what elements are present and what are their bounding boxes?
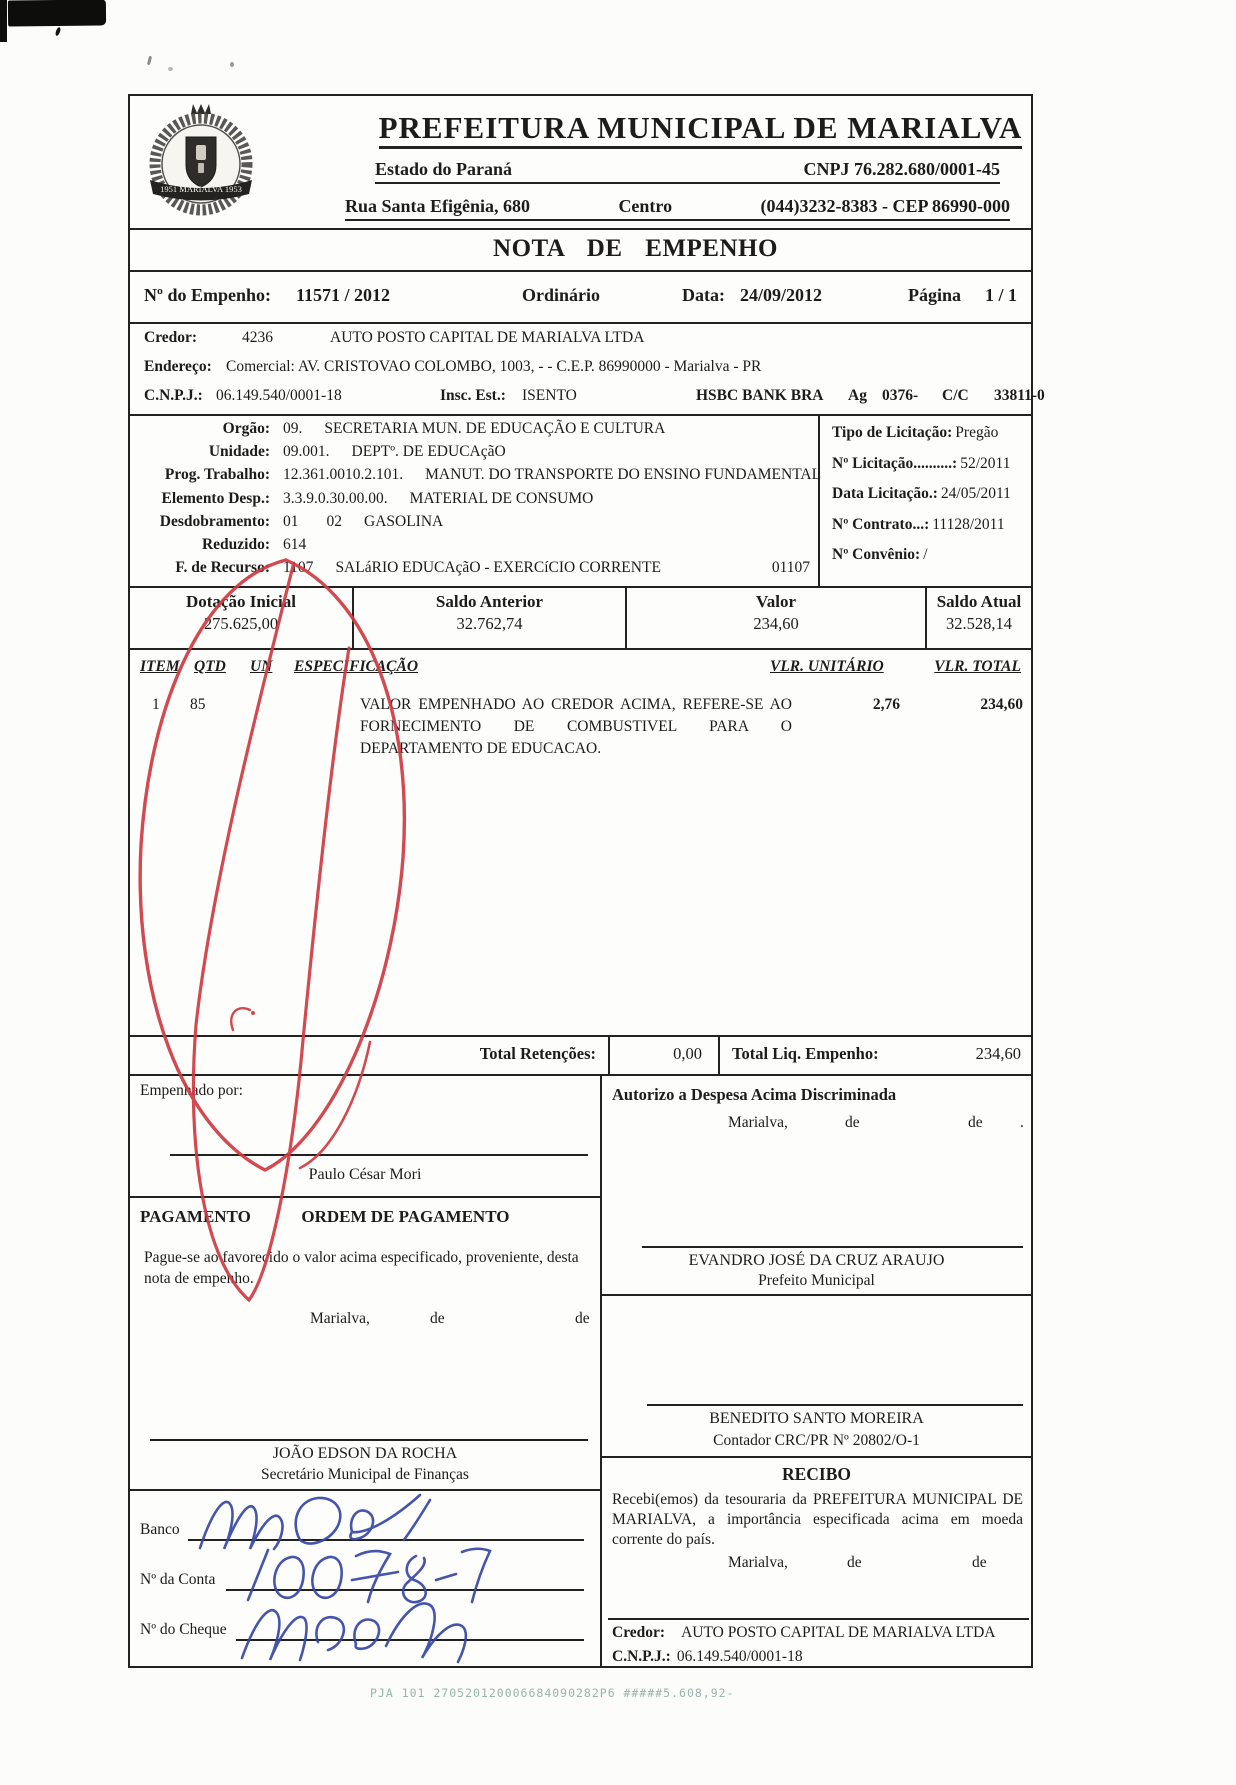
balance-cell: Saldo Atual 32.528,14 [925, 588, 1031, 648]
date-label: Data: [682, 285, 725, 305]
scan-artifact-mark [55, 27, 62, 37]
finance-secretary-role: Secretário Municipal de Finanças [261, 1466, 469, 1483]
authorization-box: Autorizo a Despesa Acima Discriminada Marialva, de de . EVANDRO JOSÉ DA CRUZ ARAUJO Prefeito Municipal [602, 1076, 1031, 1294]
signer-name: Paulo César Mori [308, 1166, 422, 1183]
page-label: Página [907, 285, 961, 305]
col-header-unit-value: VLR. UNITÁRIO [770, 658, 884, 675]
bidding-row: Nº Contrato...: 11128/2011 [832, 515, 1005, 533]
empenho-number: 11571 / 2012 [296, 285, 391, 305]
nota-de-empenho-form [128, 94, 1045, 1668]
retentions-label: Total Retenções: [479, 1044, 596, 1063]
bank-field-line [188, 1539, 584, 1541]
item-quantity: 85 [190, 696, 206, 713]
scan-artifact-mark [168, 67, 173, 71]
col-header-description: ESPECIFICAÇÃO [294, 658, 419, 675]
empenho-number-label: Nº do Empenho: [144, 285, 271, 305]
balance-cell: Valor 234,60 [625, 588, 925, 648]
mayor-role: Prefeito Municipal [758, 1272, 875, 1289]
signature-line [642, 1246, 1023, 1248]
committed-by-label: Empenhado por: [140, 1082, 243, 1099]
creditor-label: Credor: [144, 329, 198, 346]
creditor-name: AUTO POSTO CAPITAL DE MARIALVA LTDA [330, 329, 645, 346]
accountant-role: Contador CRC/PR Nº 20802/O-1 [713, 1432, 920, 1449]
creditor-section [130, 322, 1045, 414]
col-header-total-value: VLR. TOTAL [934, 658, 1021, 675]
mayor-name: EVANDRO JOSÉ DA CRUZ ARAUJO [688, 1252, 945, 1269]
document-title: NOTA DE EMPENHO [493, 235, 778, 262]
address-line [345, 196, 1010, 221]
phone-cep: (044)3232-8383 - CEP 86990-000 [760, 196, 1010, 216]
bank-fields-box [130, 1489, 600, 1668]
authorization-title: Autorizo a Despesa Acima Discriminada [612, 1085, 897, 1104]
dot-matrix-footer-text: PJA 101 270520120006684090282P6 #####5.608,92- [370, 1686, 735, 1700]
balance-cell: Dotação Inicial 275.625,00 [185, 592, 297, 633]
classification-row: Unidade: 09.001. DEPTº. DE EDUCAçãO [208, 443, 506, 461]
municipal-coat-of-arms-logo [140, 100, 262, 224]
payment-order-box: PAGAMENTO ORDEM DE PAGAMENTO Pague-se ao favorecido o valor acima especificado, proveniente, desta nota de empenho. Marialva, de de JOÃO EDSON DA ROCHA Secretário Municipal de Finanças [130, 1196, 600, 1489]
item-total-value: 234,60 [980, 696, 1023, 713]
date-value: 24/09/2012 [740, 285, 823, 305]
scan-artifact-mark [230, 62, 234, 67]
receipt-divider [608, 1618, 1029, 1620]
cheque-field-line [236, 1639, 584, 1641]
item-unit-value: 2,76 [872, 696, 900, 713]
left-signature-column [130, 1076, 600, 1666]
classification-row: Prog. Trabalho: 12.361.0010.2.101. MANUT. DO TRANSPORTE DO ENSINO FUNDAMENTAL [164, 466, 822, 484]
item-number: 1 [152, 696, 160, 713]
balances-table [130, 586, 1031, 648]
bidding-row: Tipo de Licitação: Pregão [832, 424, 999, 441]
receipt-title: RECIBO [781, 1464, 852, 1484]
state-registration-value: ISENTO [522, 387, 577, 404]
retentions-value: 0,00 [608, 1037, 718, 1074]
signature-line [647, 1404, 1023, 1406]
classification-row: F. de Recurso: 1107 SALáRIO EDUCAçãO - EXERCíCIO CORRENTE 01107 [175, 559, 810, 577]
budget-classification-section [130, 414, 1031, 586]
col-header-qty: QTD [194, 658, 226, 675]
address-row [130, 353, 1031, 382]
empenho-number-row [130, 270, 1031, 322]
scan-artifact-edge [0, 0, 7, 42]
receipt-text: Recebi(emos) da tesouraria da PREFEITURA MUNICIPAL DE MARIALVA, a importância especificada acima em moeda corrente do país. [612, 1491, 1023, 1548]
right-signature-column [600, 1076, 1031, 1666]
classification-row: Desdobramento: 01 02 GASOLINA [159, 512, 444, 530]
accountant-box [602, 1294, 1031, 1456]
item-description: VALOR EMPENHADO AO CREDOR ACIMA, REFERE-SE AO FORNECIMENTO DE COMBUSTIVEL PARA O DEPARTAMENTO DE EDUCACAO. [360, 696, 792, 757]
bidding-row: Data Licitação.: 24/05/2011 [832, 485, 1011, 502]
district: Centro [618, 196, 673, 216]
scan-artifact-blob [8, 0, 106, 27]
account-field-line [226, 1589, 584, 1591]
empenho-type: Ordinário [522, 285, 601, 305]
payment-order-text: Pague-se ao favorecido o valor acima especificado, proveniente, desta nota de empenho. [144, 1249, 579, 1287]
logo-banner-text: 1951 MARIALVA 1953 [160, 184, 242, 194]
net-total-value: 234,60 [975, 1044, 1021, 1063]
address-value: Comercial: AV. CRISTOVAO COLOMBO, 1003, - - C.E.P. 86990000 - Marialva - PR [226, 358, 762, 375]
address-label: Endereço: [144, 358, 212, 375]
account-value: 33811-0 [994, 387, 1045, 404]
agency-label: Ag [848, 387, 867, 404]
committed-by-box [130, 1076, 600, 1196]
shield-icon [186, 137, 216, 187]
signature-line [150, 1439, 588, 1441]
net-total-label: Total Liq. Empenho: [732, 1044, 879, 1063]
bidding-row: Nº Convênio: / [832, 546, 928, 563]
state-registration-label: Insc. Est.: [440, 387, 506, 404]
col-header-unit: UN [250, 658, 273, 675]
payment-order-title: ORDEM DE PAGAMENTO [301, 1207, 510, 1226]
state-cnpj-line [375, 159, 1000, 184]
accountant-name: BENEDITO SANTO MOREIRA [709, 1410, 924, 1427]
organization-title: PREFEITURA MUNICIPAL DE MARIALVA [130, 96, 1031, 146]
creditor-code: 4236 [242, 329, 273, 346]
agency-value: 0376- [882, 387, 919, 404]
receipt-box: RECIBO Recebi(emos) da tesouraria da PREFEITURA MUNICIPAL DE MARIALVA, a importância especificada acima em moeda corrente do país. Marialva, de de Credor: AUTO POSTO CAPITAL DE MARIALVA LTDA C.N.P.J.: 06.149.540/0001-18 [602, 1456, 1031, 1668]
bidding-row: Nº Licitação..........: 52/2011 [832, 454, 1011, 472]
bank-name: HSBC BANK BRA [696, 387, 824, 404]
scan-artifact-mark [147, 56, 152, 65]
page-number: 1 / 1 [984, 285, 1017, 305]
cheque-field-label: Nº do Cheque [140, 1621, 227, 1638]
receipt-creditor-row: Credor: AUTO POSTO CAPITAL DE MARIALVA LTDA [612, 1624, 996, 1641]
street-address: Rua Santa Efigênia, 680 [345, 196, 531, 216]
org-cnpj: CNPJ 76.282.680/0001-45 [803, 159, 1000, 179]
payment-header [130, 1198, 600, 1227]
document-title-bar [130, 228, 1031, 270]
bank-field-label: Banco [140, 1521, 180, 1538]
classification-row: Elemento Desp.: 3.3.9.0.30.00.00. MATERIAL DE CONSUMO [161, 489, 594, 507]
totals-row [130, 1035, 1031, 1074]
classification-row: Orgão: 09. SECRETARIA MUN. DE EDUCAÇÃO E CULTURA [222, 420, 666, 437]
bidding-info-column [818, 416, 1031, 586]
creditor-row [130, 324, 1031, 353]
signature-line [170, 1154, 588, 1156]
classification-rows [130, 416, 822, 586]
signatures-section [130, 1074, 1031, 1666]
payment-title: PAGAMENTO [140, 1207, 251, 1226]
receipt-cnpj-row: C.N.P.J.: 06.149.540/0001-18 [612, 1648, 803, 1665]
resource-source-code: 01107 [771, 559, 810, 577]
classification-row: Reduzido: 614 [201, 535, 307, 553]
account-label: C/C [942, 387, 969, 404]
account-field-label: Nº da Conta [140, 1571, 216, 1588]
cnpj-value: 06.149.540/0001-18 [216, 387, 342, 404]
state-label: Estado do Paraná [375, 159, 513, 179]
col-header-item: ITEM [140, 658, 180, 675]
cnpj-bank-row [130, 382, 1045, 411]
form-header [130, 96, 1031, 228]
balance-cell: Saldo Anterior 32.762,74 [352, 588, 625, 648]
net-total-cell [718, 1037, 1031, 1074]
items-table [130, 648, 1031, 1035]
cnpj-label: C.N.P.J.: [144, 387, 203, 404]
finance-secretary-name: JOÃO EDSON DA ROCHA [272, 1445, 458, 1462]
